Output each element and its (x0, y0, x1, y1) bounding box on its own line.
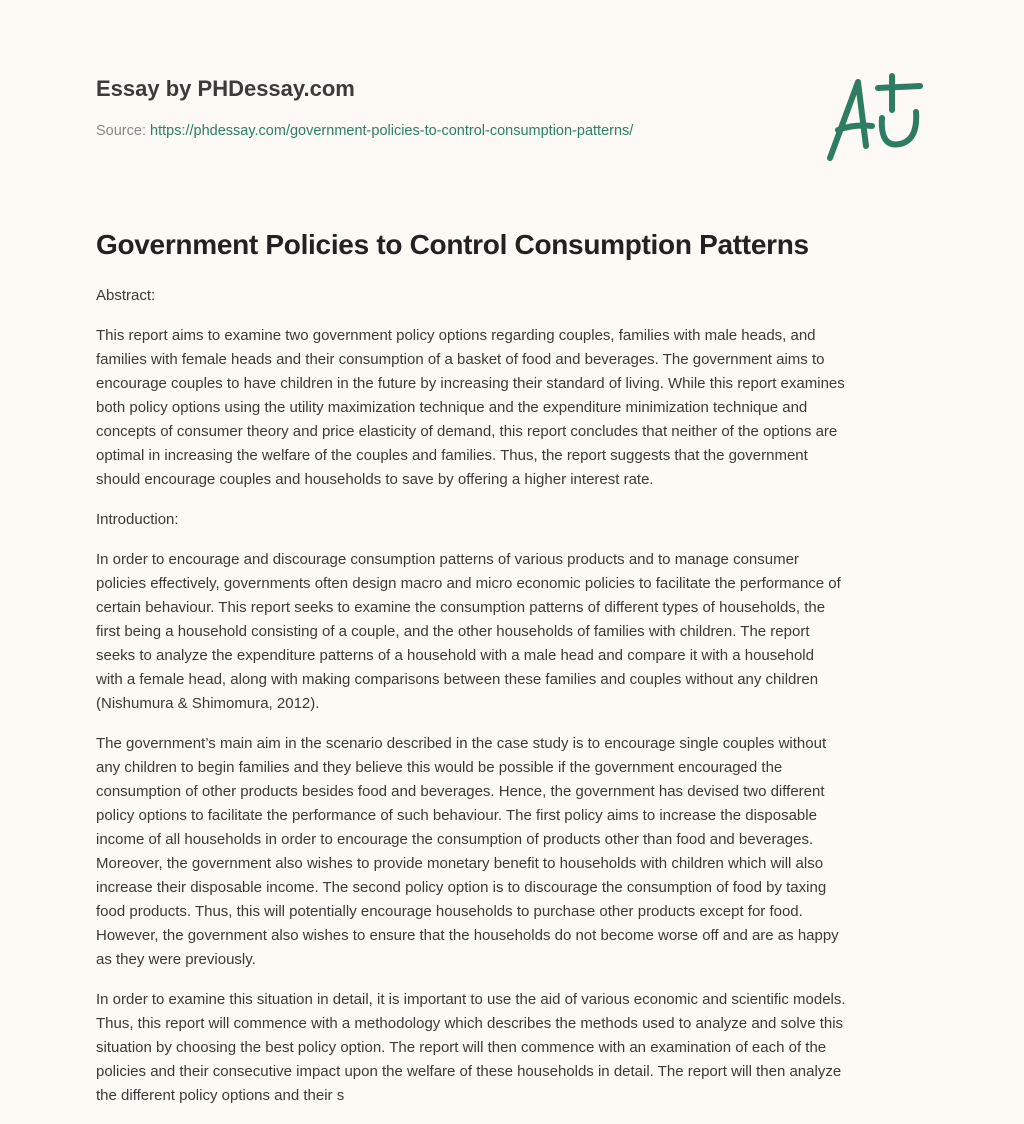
text-line: any children to begin families and they believe this would be possible if the government encouraged the (96, 759, 783, 776)
text-line: should encourage couples and households to save by offering a higher interest rate. (96, 471, 654, 488)
essay-body (96, 284, 946, 1124)
text-line: food products. Thus, this will potentially encourage households to purchase other products except for food. (96, 903, 803, 920)
text-line: certain behaviour. This report seeks to examine the consumption patterns of different types of households, the (96, 599, 826, 616)
text-line: first being a household consisting of a couple, and the other households of families with children. The report (96, 623, 810, 640)
text-line: The government’s main aim in the scenario described in the case study is to encourage single couples without (96, 735, 827, 752)
text-line: This report aims to examine two government policy options regarding couples, families with male heads, and (96, 327, 816, 344)
text-line: Moreover, the government also wishes to provide monetary benefit to households with children which will also (96, 855, 824, 872)
text-line: In order to encourage and discourage consumption patterns of various products and to manage consumer (96, 551, 799, 568)
text-line: income of all households in order to encourage the consumption of products other than food and beverages. (96, 831, 814, 848)
text-line: encourage couples to have children in the future by increasing their standard of living. While this report examines (96, 375, 845, 392)
text-line: as they were previously. (96, 951, 256, 968)
section-heading (96, 508, 946, 532)
text-line: Introduction: (96, 511, 179, 528)
text-line: policies and their consecutive impact upon the welfare of these households in detail. The report will then analyze (96, 1063, 842, 1080)
text-line: consumption of other products besides food and beverages. Hence, the government has devised two different (96, 783, 825, 800)
text-line: the different policy options and their s (96, 1087, 345, 1104)
text-line: seeks to analyze the expenditure patterns of a household with a male head and compare it with a household (96, 647, 814, 664)
text-line: However, the government also wishes to ensure that the households do not become worse off and are as happy (96, 927, 839, 944)
paragraph (96, 324, 946, 492)
source-link[interactable]: https://phdessay.com/government-policies-to-control-consumption-patterns/ (150, 123, 634, 139)
essay-title: Government Policies to Control Consumption Patterns (96, 229, 809, 260)
text-line: policy options to facilitate the performance of such behaviour. The first policy aims to increase the disposable (96, 807, 817, 824)
text-line: concepts of consumer theory and price elasticity of demand, this report concludes that neither of the options are (96, 423, 838, 440)
source-line (96, 123, 633, 139)
paragraph (96, 732, 946, 972)
text-line: In order to examine this situation in detail, it is important to use the aid of various economic and scientific models. (96, 991, 846, 1008)
text-line: both policy options using the utility maximization technique and the expenditure minimization technique and (96, 399, 808, 416)
text-line: policies effectively, governments often design macro and micro economic policies to facilitate the performance of (96, 575, 841, 592)
text-line: optimal in increasing the welfare of the couples and families. Thus, the report suggests that the government (96, 447, 808, 464)
text-line: (Nishumura & Shimomura, 2012). (96, 695, 320, 712)
text-line: with a female head, along with making comparisons between these families and couples without any children (96, 671, 819, 688)
text-line: increase their disposable income. The second policy option is to discourage the consumption of food by taxing (96, 879, 827, 896)
a-plus-logo-icon (820, 68, 930, 168)
site-title: Essay by PHDessay.com (96, 76, 355, 101)
source-label: Source: (96, 123, 146, 139)
text-line: situation by choosing the best policy option. The report will then commence with an examination of each of the (96, 1039, 827, 1056)
section-heading (96, 284, 946, 308)
text-line: Thus, this report will commence with a methodology which describes the methods used to analyze and solve this (96, 1015, 844, 1032)
text-line: families with female heads and their consumption of a basket of food and beverages. The government aims to (96, 351, 825, 368)
paragraph (96, 548, 946, 716)
text-line: Abstract: (96, 287, 156, 304)
paragraph (96, 988, 946, 1108)
